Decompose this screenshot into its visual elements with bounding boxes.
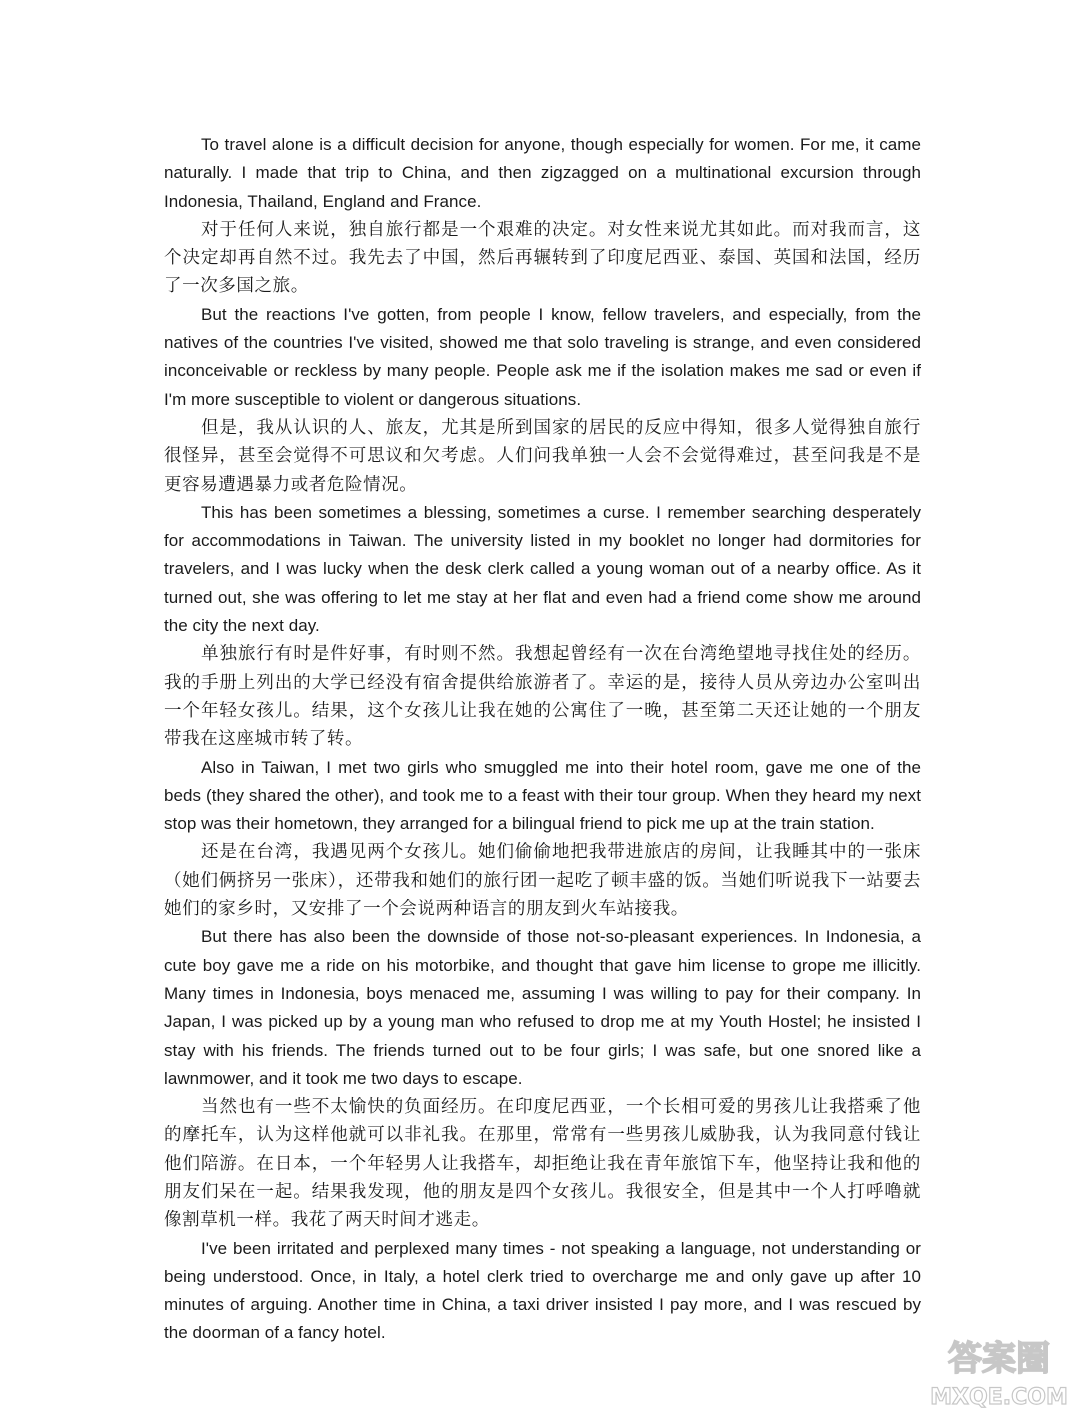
paragraph-zh: 单独旅行有时是件好事，有时则不然。我想起曾经有一次在台湾绝望地寻找住处的经历。我的手册上列出的大学已经没有宿舍提供给旅游者了。幸运的是，接待人员从旁边办公室叫出一个年轻女孩儿。结果，这个女孩儿让我在她的公寓住了一晚，甚至第二天还让她的一个朋友带我在这座城市转了转。 bbox=[164, 644, 921, 750]
paragraph-en: But the reactions I've gotten, from people I know, fellow travelers, and especially, from the natives of the countries I've visited, showed me that solo traveling is strange, and even considered inconceivable or reckless by many people. People ask me if the isolation makes me sad or even if I'm more susceptible to violent or dangerous situations. bbox=[164, 304, 921, 409]
paragraph-en: To travel alone is a difficult decision for anyone, though especially for women. For me, it came naturally. I made that trip to China, and then zigzagged on a multinational excursion through Indonesia, Thailand, England and France. bbox=[164, 135, 921, 211]
watermark-site-text: MXQE.COM bbox=[930, 1385, 1068, 1410]
paragraph-en: Also in Taiwan, I met two girls who smuggled me into their hotel room, gave me one of the beds (they shared the other), and took me to a feast with their tour group. When they heard my next stop was their hometown, they arranged for a bilingual friend to pick me up at the train station. bbox=[164, 757, 921, 834]
watermark-logo-icon bbox=[924, 1330, 1074, 1410]
paragraph-zh: 当然也有一些不太愉快的负面经历。在印度尼西亚，一个长相可爱的男孩儿让我搭乘了他的摩托车，认为这样他就可以非礼我。在那里，常常有一些男孩儿威胁我，认为我同意付钱让他们陪游。在日本，一个年轻男人让我搭车，却拒绝让我在青年旅馆下车，他坚持让我和他的朋友们呆在一起。结果我发现，他的朋友是四个女孩儿。我很安全，但是其中一个人打呼噜就像割草机一样。我花了两天时间才逃走。 bbox=[164, 1097, 921, 1231]
paragraph-zh: 对于任何人来说，独自旅行都是一个艰难的决定。对女性来说尤其如此。而对我而言，这个决定却再自然不过。我先去了中国，然后再辗转到了印度尼西亚、泰国、英国和法国，经历了一次多国之旅。 bbox=[164, 219, 921, 297]
paragraph-zh: 还是在台湾，我遇见两个女孩儿。她们偷偷地把我带进旅店的房间，让我睡其中的一张床（她们俩挤另一张床），还带我和她们的旅行团一起吃了顿丰盛的饭。当她们听说我下一站要去她们的家乡时，又安排了一个会说两种语言的朋友到火车站接我。 bbox=[164, 842, 921, 920]
site-watermark bbox=[924, 1330, 1074, 1410]
paragraph-en: But there has also been the downside of those not-so-pleasant experiences. In Indonesia, a cute boy gave me a ride on his motorbike, and thought that gave him license to grope me illicitly. Many times in Indonesia, boys menaced me, assuming I was willing to pay for their company. In Japan, I was picked up by a young man who refused to drop me at my Youth Hostel; he insisted I stay with his friends. The friends turned out to be four girls; I was safe, but one snored like a lawnmower, and it took me two days to escape. bbox=[164, 927, 921, 1088]
paragraph-en: This has been sometimes a blessing, sometimes a curse. I remember searching desperately for accommodations in Taiwan. The university listed in my booklet no longer had dormitories for travelers, and I was lucky when the desk clerk called a young woman out of a nearby office. As it turned out, she was offering to let me stay at her flat and even had a friend come show me around the city the next day. bbox=[164, 502, 921, 636]
paragraph-zh: 但是，我从认识的人、旅友，尤其是所到国家的居民的反应中得知，很多人觉得独自旅行很怪异，甚至会觉得不可思议和欠考虑。人们问我单独一人会不会觉得难过，甚至问我是不是更容易遭遇暴力或者危险情况。 bbox=[164, 417, 921, 495]
article-body bbox=[164, 131, 921, 1348]
watermark-logo-text: 答案圈 bbox=[948, 1339, 1050, 1379]
paragraph-en: I've been irritated and perplexed many times - not speaking a language, not understanding or being understood. Once, in Italy, a hotel clerk tried to overcharge me and only gave up after 10 minutes of arguing. Another time in China, a taxi driver insisted I pay more, and I was rescued by the doorman of a fancy hotel. bbox=[164, 1238, 921, 1343]
